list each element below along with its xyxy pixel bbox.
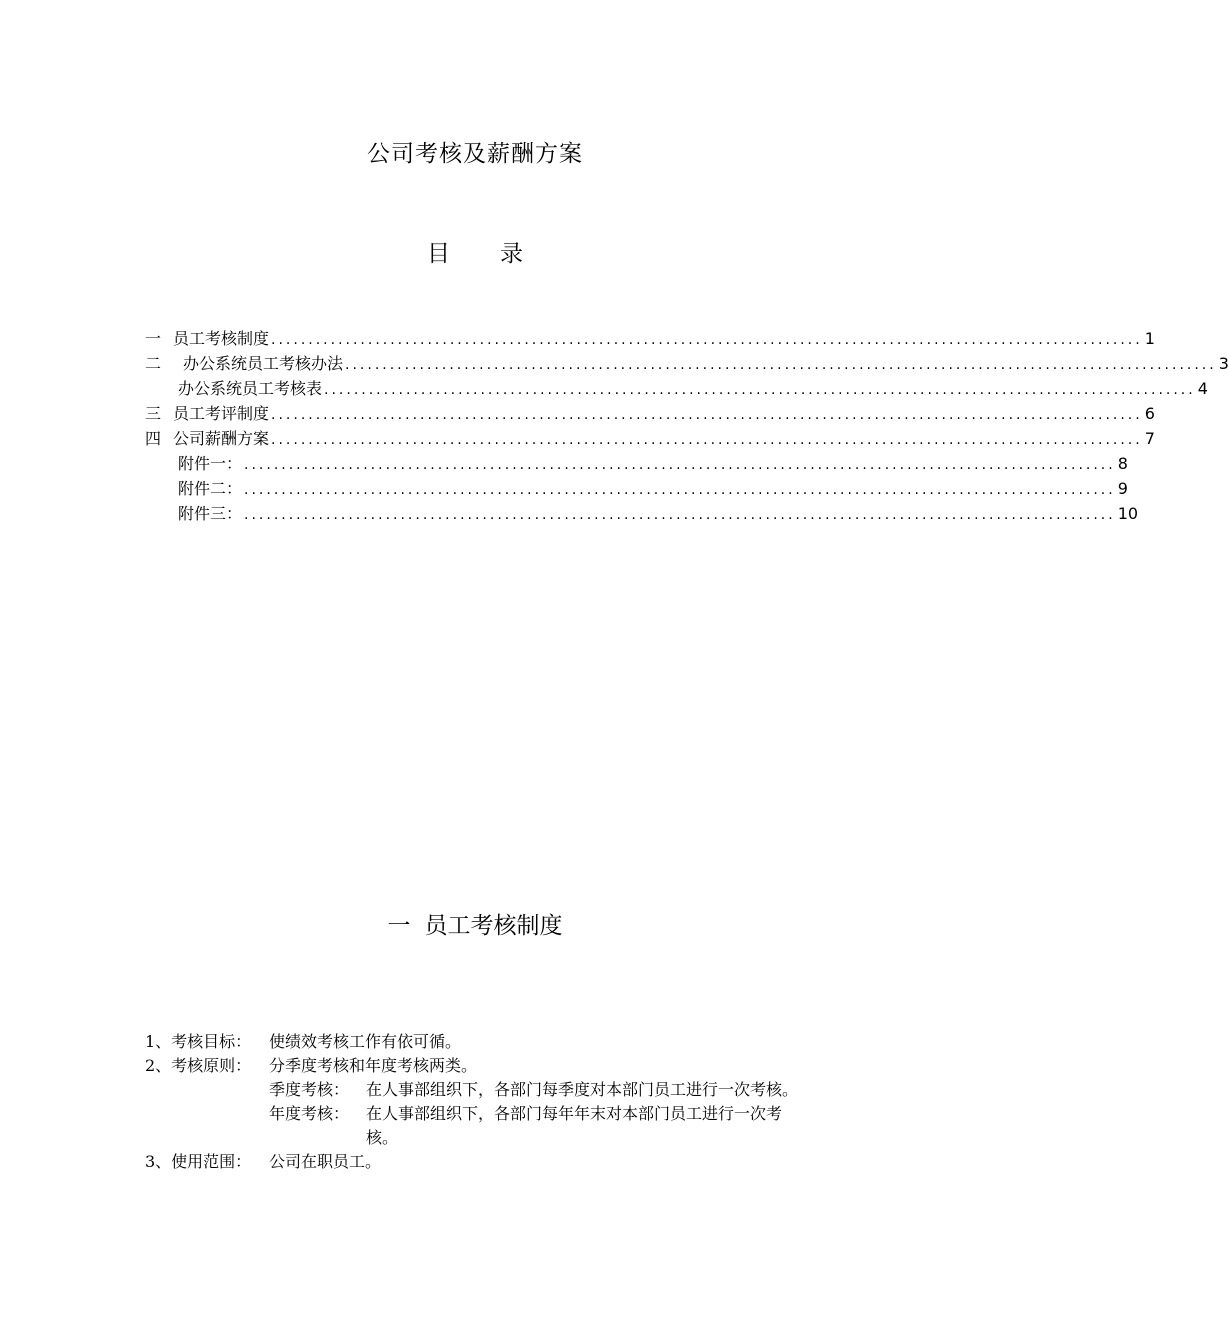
toc-leader: .....................................................................................................................	[244, 482, 1116, 498]
toc-leader: .....................................................................................................................	[271, 432, 1143, 448]
toc-entry[interactable]	[145, 326, 1155, 351]
toc-leader: .....................................................................................................................	[271, 407, 1143, 423]
list-item	[145, 1030, 810, 1054]
toc-entry[interactable]	[145, 451, 1128, 476]
sub-item	[269, 1102, 810, 1150]
toc-entry-page: 9	[1117, 479, 1128, 498]
toc-entry-number: 三	[145, 404, 162, 423]
item-text: 使绩效考核工作有依可循。	[269, 1032, 462, 1051]
section-heading	[0, 907, 950, 940]
toc-entry-page: 10	[1117, 504, 1139, 523]
sub-item-text: 在人事部组织下，各部门每年年末对本部门员工进行一次考核。	[366, 1104, 783, 1147]
table-of-contents	[145, 326, 1229, 526]
toc-entry-label: 附件二：	[178, 479, 243, 498]
toc-entry-page: 4	[1197, 379, 1208, 398]
toc-leader: .....................................................................................................................	[244, 507, 1116, 523]
toc-heading-right: 录	[500, 241, 523, 267]
toc-entry[interactable]	[145, 426, 1155, 451]
list-item	[145, 1150, 810, 1174]
sub-item-label: 年度考核：	[269, 1104, 350, 1123]
sub-item-label: 季度考核：	[269, 1080, 350, 1099]
toc-entry-label: 公司薪酬方案	[173, 429, 270, 448]
toc-leader: .....................................................................................................................	[271, 332, 1143, 348]
item-label: 2、考核原则：	[145, 1056, 252, 1075]
toc-heading	[0, 235, 950, 268]
toc-entry[interactable]	[145, 476, 1128, 501]
toc-entry-page: 1	[1144, 329, 1155, 348]
toc-entry[interactable]	[145, 501, 1139, 526]
section-title: 员工考核制度	[424, 913, 563, 939]
toc-entry-page: 7	[1144, 429, 1155, 448]
list-item	[145, 1054, 810, 1078]
toc-leader: .....................................................................................................................	[324, 382, 1196, 398]
document-title: 公司考核及薪酬方案	[367, 141, 583, 167]
sub-item	[269, 1078, 810, 1102]
item-text: 公司在职员工。	[269, 1152, 382, 1171]
toc-entry[interactable]	[145, 351, 1229, 376]
toc-entry-page: 3	[1218, 354, 1229, 373]
toc-entry-label: 员工考评制度	[173, 404, 270, 423]
toc-entry-label: 办公系统员工考核办法	[183, 354, 344, 373]
item-label: 3、使用范围：	[145, 1152, 252, 1171]
toc-leader: .....................................................................................................................	[345, 357, 1217, 373]
toc-entry-number: 一	[145, 329, 162, 348]
toc-leader: .....................................................................................................................	[244, 457, 1116, 473]
toc-entry[interactable]	[145, 401, 1155, 426]
item-label: 1、考核目标：	[145, 1032, 252, 1051]
toc-entry-number: 二	[145, 354, 162, 373]
toc-entry-number: 四	[145, 429, 162, 448]
toc-entry-page: 8	[1117, 454, 1128, 473]
toc-entry[interactable]	[145, 376, 1208, 401]
item-text: 分季度考核和年度考核两类。	[269, 1056, 478, 1075]
toc-heading-left: 目	[427, 241, 450, 267]
sub-item-text: 在人事部组织下，各部门每季度对本部门员工进行一次考核。	[366, 1080, 799, 1099]
toc-entry-label: 附件三：	[178, 504, 243, 523]
toc-entry-label: 附件一：	[178, 454, 243, 473]
section-number: 一	[387, 913, 411, 939]
toc-entry-label: 办公系统员工考核表	[178, 379, 323, 398]
toc-entry-page: 6	[1144, 404, 1155, 423]
toc-entry-label: 员工考核制度	[173, 329, 270, 348]
section-body	[145, 1030, 810, 1174]
